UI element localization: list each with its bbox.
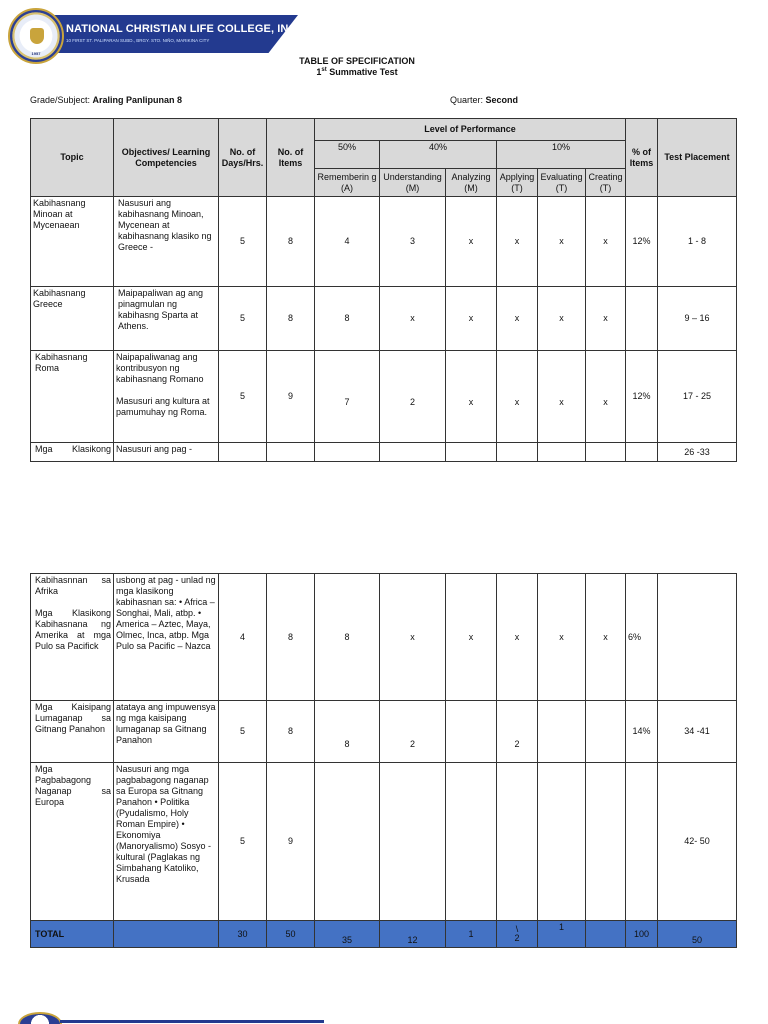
header-understanding: Understanding (M) [380,169,446,197]
row-objective: atataya ang impuwensya ng mga kaisipang lumaganap sa Gitnang Panahon [114,701,219,763]
row-topic: Mga Pagbabagong Naganap sa Europa [31,763,114,921]
row-items: 8 [267,701,315,763]
row-evaluating: x [538,574,586,701]
quarter [450,95,518,105]
total-percent: 100 [626,921,658,948]
row-topic: Kabihasnang Minoan at Mycenaean [31,197,114,287]
row-days [219,443,267,462]
total-label: TOTAL [31,921,114,948]
total-days: 30 [219,921,267,948]
document-subtitle [0,67,714,77]
row-items: 8 [267,197,315,287]
row-analyzing: x [446,574,497,701]
header-pct-50: 50% [315,141,380,169]
total-remembering: 35 [315,921,380,948]
row-percent [626,763,658,921]
row-analyzing [446,701,497,763]
header-remembering: Rememberin g (A) [315,169,380,197]
row-creating: x [586,574,626,701]
table-row [31,763,737,921]
row-applying: 2 [497,701,538,763]
total-analyzing: 1 [446,921,497,948]
row-applying [497,443,538,462]
header-days: No. of Days/Hrs. [219,119,267,197]
row-placement: 9 – 16 [658,287,737,351]
row-analyzing [446,763,497,921]
seal-year: 1957 [31,51,41,56]
footer-seal-icon [18,1012,62,1024]
row-items: 9 [267,763,315,921]
row-objective: Nasusuri ang mga pagbabagong naganap sa Europa sa Gitnang Panahon • Politika (Pyudalismo, Holy Roman Empire) • Ekonomiya (Manoryalismo) Sosyo -kultural (Paglakas ng Simbahang Katoliko, Krusada [114,763,219,921]
row-analyzing: x [446,197,497,287]
row-applying: x [497,197,538,287]
row-creating: x [586,197,626,287]
row-remembering: 8 [315,287,380,351]
row-applying [497,763,538,921]
row-understanding [380,763,446,921]
header-percent-items: % of Items [626,119,658,197]
row-topic: Kabihasnnan sa Afrika Mga Klasikong Kabihasnana ng Amerika at mga Pulo sa Pacifick [31,574,114,701]
header-applying: Applying (T) [497,169,538,197]
row-applying: x [497,287,538,351]
row-evaluating: x [538,287,586,351]
subtitle-ordinal: 1 [316,67,322,77]
row-understanding: 3 [380,197,446,287]
row-placement [658,574,737,701]
header-pct-10: 10% [497,141,626,169]
grade-label: Grade/Subject: [30,95,93,105]
row-percent: 12% [626,351,658,443]
row-items [267,443,315,462]
row-remembering: 4 [315,197,380,287]
header-placement: Test Placement [658,119,737,197]
total-row [31,921,737,948]
footer-banner-bar [60,1020,324,1023]
row-days: 5 [219,351,267,443]
total-placement: 50 [658,921,737,948]
header-analyzing: Analyzing (M) [446,169,497,197]
row-placement: 17 - 25 [658,351,737,443]
row-items: 8 [267,574,315,701]
spec-table-part1 [30,118,737,462]
row-placement: 42- 50 [658,763,737,921]
row-creating [586,763,626,921]
row-days: 5 [219,287,267,351]
row-objective: Nasusuri ang pag - [114,443,219,462]
row-remembering: 8 [315,574,380,701]
row-objective: Maipapaliwan ag ang pinagmulan ng kabihasng Sparta at Athens. [114,287,219,351]
row-days: 4 [219,574,267,701]
table-row [31,443,737,462]
total-applying: \ 2 [497,921,538,948]
row-percent: 6% [626,574,658,701]
row-evaluating [538,701,586,763]
row-analyzing [446,443,497,462]
table-row [31,574,737,701]
row-evaluating [538,443,586,462]
header-topic: Topic [31,119,114,197]
row-topic: Kabihasnang Roma [31,351,114,443]
header-creating: Creating (T) [586,169,626,197]
row-evaluating: x [538,197,586,287]
row-evaluating [538,763,586,921]
header-objectives: Objectives/ Learning Competencies [114,119,219,197]
school-name: NATIONAL CHRISTIAN LIFE COLLEGE, INC. [66,23,300,35]
quarter-value: Second [485,95,519,105]
subtitle-text: Summative Test [326,67,398,77]
row-days: 5 [219,763,267,921]
row-percent [626,443,658,462]
row-understanding: 2 [380,351,446,443]
row-percent: 14% [626,701,658,763]
subtitle-suffix: st [321,67,327,73]
row-placement: 26 -33 [658,443,737,462]
row-items: 9 [267,351,315,443]
row-topic: Mga Kaisipang Lumaganap sa Gitnang Panahon [31,701,114,763]
document-title: TABLE OF SPECIFICATION [299,56,415,66]
row-analyzing: x [446,351,497,443]
quarter-label: Quarter: [450,95,486,105]
row-days: 5 [219,197,267,287]
seal-emblem [30,28,44,44]
total-objective [114,921,219,948]
row-understanding [380,443,446,462]
grade-subject [30,95,182,105]
row-percent: 12% [626,197,658,287]
school-address: 10 FIRST ST. PALIPARAN SUBD., BRGY. STO. NIÑO, MARIKINA CITY [66,38,210,43]
row-understanding: x [380,287,446,351]
row-percent [626,287,658,351]
total-creating [586,921,626,948]
row-understanding: 2 [380,701,446,763]
table-row [31,701,737,763]
row-evaluating: x [538,351,586,443]
row-applying: x [497,351,538,443]
row-placement: 1 - 8 [658,197,737,287]
grade-value: Araling Panlipunan 8 [92,95,183,105]
row-items: 8 [267,287,315,351]
row-remembering: 8 [315,701,380,763]
header-level: Level of Performance [315,119,626,141]
spec-table-part2 [30,573,737,948]
row-applying: x [497,574,538,701]
row-objective: Naipapaliwanag ang kontribusyon ng kabihasnang Romano Masusuri ang kultura at pamumuhay ng Roma. [114,351,219,443]
row-remembering [315,763,380,921]
row-objective: usbong at pag - unlad ng mga klasikong kabihasnan sa: • Africa – Songhai, Mali, atbp. • America – Aztec, Maya, Olmec, Inca, atbp. Mga Pulo sa Pacific – Nazca [114,574,219,701]
row-objective: Nasusuri ang kabihasnang Minoan, Mycenean at kabihasnang klasiko ng Greece - [114,197,219,287]
header-pct-40: 40% [380,141,497,169]
row-placement: 34 -41 [658,701,737,763]
table-row [31,351,737,443]
row-topic: Kabihasnang Greece [31,287,114,351]
table-row [31,197,737,287]
table-row [31,287,737,351]
row-remembering: 7 [315,351,380,443]
total-understanding: 12 [380,921,446,948]
header-evaluating: Evaluating (T) [538,169,586,197]
row-analyzing: x [446,287,497,351]
row-understanding: x [380,574,446,701]
row-creating [586,443,626,462]
row-creating: x [586,351,626,443]
total-evaluating: 1 [538,921,586,948]
row-days: 5 [219,701,267,763]
row-remembering [315,443,380,462]
total-items: 50 [267,921,315,948]
row-topic: Mga Klasikong [31,443,114,462]
row-creating [586,701,626,763]
header-items: No. of Items [267,119,315,197]
row-creating: x [586,287,626,351]
